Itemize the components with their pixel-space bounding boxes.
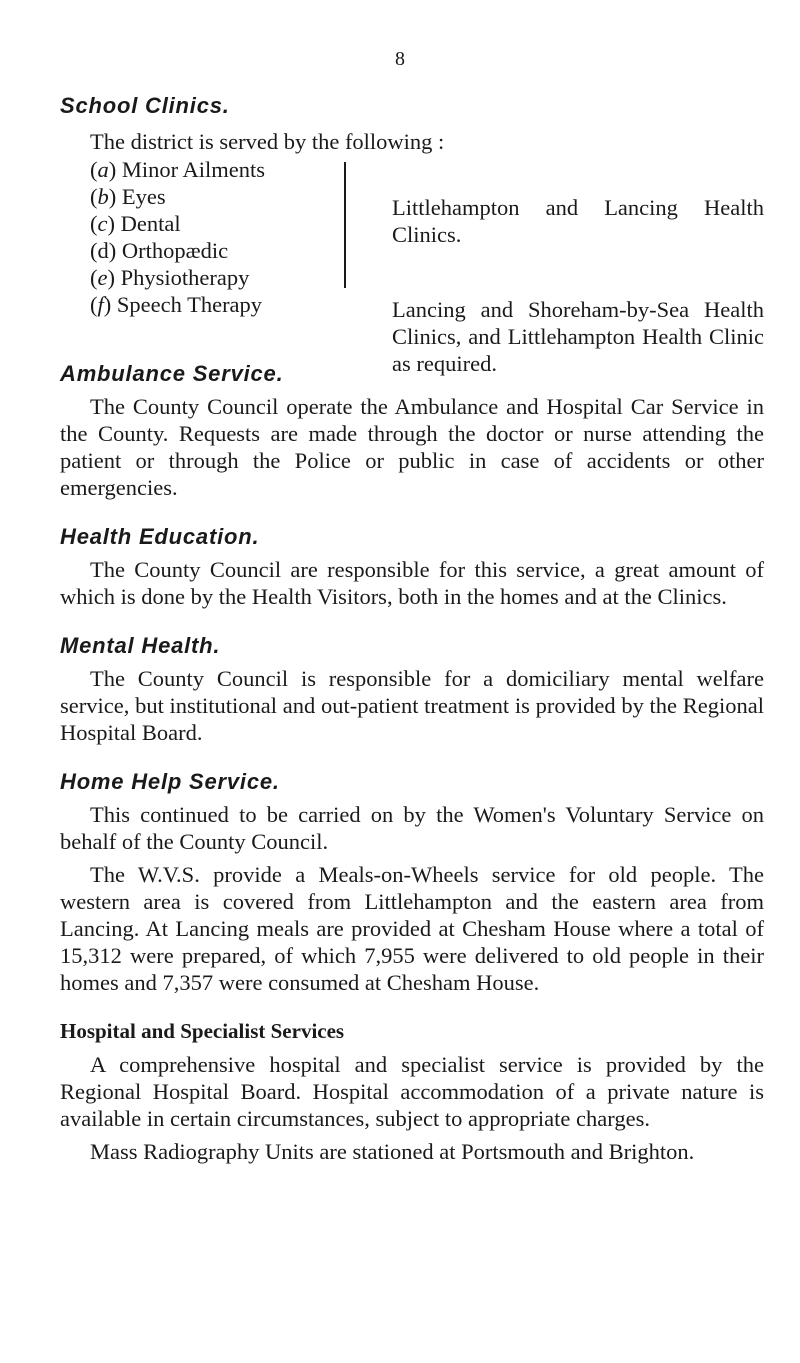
ambulance-heading: Ambulance Service. <box>60 361 284 386</box>
mental-health-text: The County Council is responsible for a domiciliary mental welfare service, but institutional and out-patient treatment is provided by the Regional Hospital Board. <box>60 666 764 745</box>
clinic-list-item: (e) Physiotherapy <box>90 265 250 290</box>
clinic-list-item: (b) Eyes <box>90 184 166 209</box>
hospital-text-2: Mass Radiography Units are stationed at Portsmouth and Brighton. <box>90 1139 695 1164</box>
home-help-text-2: The W.V.S. provide a Meals-on-Wheels service for old people. The western area is covered from Littlehampton and the eastern area from Lancing. At Lancing meals are provided at Chesham House where a total of 15,312 were prepared, of which 7,955 were delivered to old people in their homes and 7,357 were consumed at Chesham House. <box>60 862 764 995</box>
school-clinics-intro: The district is served by the following : <box>90 129 445 154</box>
school-clinics-heading: School Clinics. <box>60 93 230 118</box>
ambulance-text: The County Council operate the Ambulance and Hospital Car Service in the County. Requests are made through the doctor or nurse attending the patient or through the Police or public in case of accidents or other emergencies. <box>60 394 764 500</box>
health-education-text: The County Council are responsible for this service, a great amount of which is done by the Health Visitors, both in the homes and at the Clinics. <box>60 557 764 609</box>
bracket-divider <box>336 162 346 288</box>
clinic-list-item: (c) Dental <box>90 211 181 236</box>
clinic-location-speech: Lancing and Shoreham-by-Sea Health Clinics, and Littlehampton Health Clinic as required. <box>392 297 764 376</box>
ambulance-section <box>60 360 764 501</box>
clinic-list <box>90 156 340 318</box>
page-number: 8 <box>395 48 405 70</box>
home-help-heading: Home Help Service. <box>60 769 280 794</box>
page-content <box>60 92 764 1165</box>
hospital-section <box>60 1018 764 1165</box>
clinic-list-item: (d) Orthopædic <box>90 238 229 263</box>
home-help-section <box>60 768 764 996</box>
health-education-heading: Health Education. <box>60 524 260 549</box>
home-help-text-1: This continued to be carried on by the Women's Voluntary Service on behalf of the County Council. <box>60 802 764 854</box>
hospital-text-1: A comprehensive hospital and specialist service is provided by the Regional Hospital Board. Hospital accommodation of a private nature is available in certain circumstances, subject to appropriate charges. <box>60 1052 764 1131</box>
clinic-list-item: (f) Speech Therapy <box>90 292 263 317</box>
health-education-section <box>60 523 764 610</box>
clinic-location-group: Littlehampton and Lancing Health Clinics. <box>392 195 764 247</box>
mental-health-section <box>60 632 764 746</box>
clinic-list-item: (a) Minor Ailments <box>90 157 266 182</box>
hospital-heading: Hospital and Specialist Services <box>60 1019 345 1043</box>
mental-health-heading: Mental Health. <box>60 633 221 658</box>
